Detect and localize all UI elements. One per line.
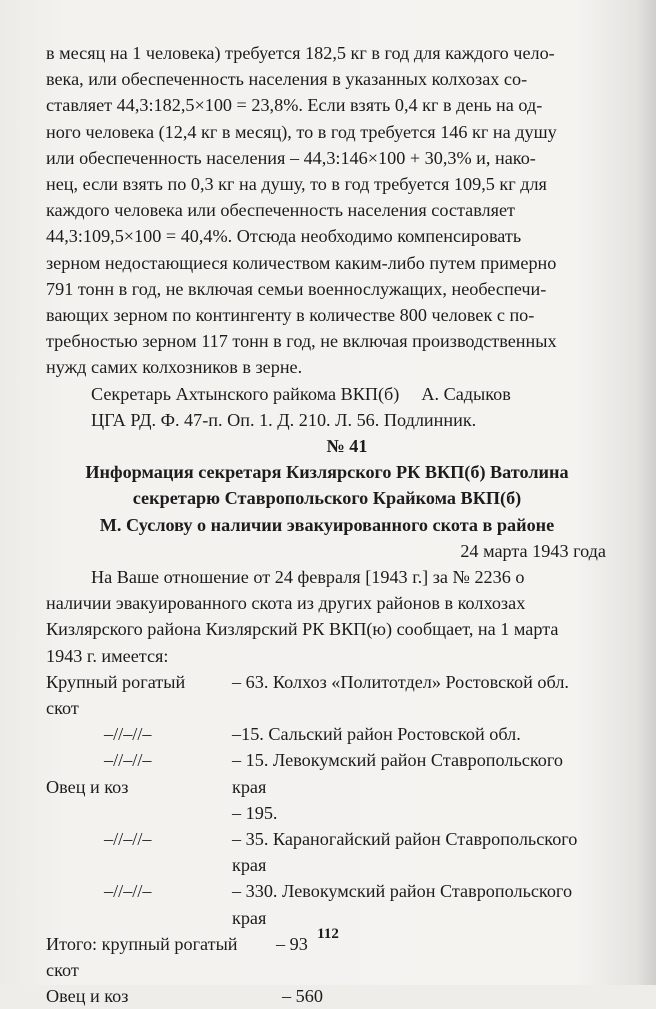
document-title (46, 459, 608, 538)
total-label: Итого: крупный рогатый (46, 933, 238, 954)
title-line: секретарю Ставропольского Крайкома ВКП(б) (132, 488, 522, 509)
table-row (46, 747, 608, 773)
total-label: скот (46, 959, 79, 980)
table-row (46, 826, 608, 852)
row-text: края (232, 907, 267, 928)
table-row (46, 878, 608, 904)
ditto-mark: –//–//– (104, 881, 152, 902)
page-number: 112 (317, 926, 339, 942)
total-value: – 93 (276, 933, 308, 954)
text-line: или обеспеченность населения – 44,3:146×100 + 30,3% и, нако- (46, 147, 536, 168)
text-line: нужд самих колхозников в зерне. (46, 357, 303, 378)
livestock-table (46, 669, 608, 931)
row-text: – 15. Левокумский район Ставропольского (232, 750, 563, 771)
total-row (46, 983, 608, 1009)
table-row (46, 721, 608, 747)
total-row (46, 957, 608, 983)
table-row (46, 774, 608, 800)
total-value: – 560 (282, 986, 323, 1007)
text-line: 44,3:109,5×100 = 40,4%. Отсюда необходимо компенсировать (46, 226, 522, 247)
text-line: в месяц на 1 человека) требуется 182,5 кг в год для каждого чело- (46, 43, 555, 63)
ditto-mark: –//–//– (104, 724, 152, 745)
table-row (46, 669, 608, 695)
row-text: – 195. (232, 802, 278, 823)
row-text: – 35. Караногайский район Ставропольского (232, 829, 578, 849)
text-line: На Ваше отношение от 24 февраля [1943 г.] за № 2236 о (91, 567, 525, 588)
text-line: требностью зерном 117 тонн в год, не включая производственных (46, 331, 557, 352)
row-label: Крупный рогатый (46, 671, 186, 692)
table-row (46, 800, 608, 826)
document-number: № 41 (326, 436, 368, 457)
text-line: ставляет 44,3:182,5×100 = 23,8%. Если взять 0,4 кг в день на од- (46, 95, 543, 116)
page-content (46, 40, 608, 1009)
title-line: М. Суслову о наличии эвакуированного скота в районе (99, 514, 555, 535)
title-line: Информация секретаря Кизлярского РК ВКП(б) Ватолина (85, 462, 569, 483)
text-line: нец, если взять по 0,3 кг на душу, то в год требуется 109,5 кг для (46, 174, 547, 195)
text-line: каждого человека или обеспеченность населения составляет (46, 200, 516, 221)
row-text: – 63. Колхоз «Политотдел» Ростовской обл. (232, 671, 569, 692)
text-line: века, или обеспеченность населения в указанных колхозах со- (46, 69, 528, 90)
text-line: 791 тонн в год, не включая семьи военнослужащих, необеспечи- (46, 278, 547, 299)
signature-position: Секретарь Ахтынского райкома ВКП(б) (91, 383, 400, 404)
total-label: Овец и коз (46, 986, 129, 1007)
row-text: – 330. Левокумский район Ставропольского (232, 881, 573, 902)
text-line: наличии эвакуированного скота из других районов в колхозах (46, 593, 526, 614)
text-line: ного человека (12,4 кг в месяц), то в год требуется 146 кг на душу (46, 121, 557, 142)
row-label: скот (46, 698, 79, 719)
text-line: вающих зерном по контингенту в количестве 800 человек с по- (46, 305, 535, 326)
table-row (46, 695, 608, 721)
document-body (46, 564, 608, 669)
archive-reference: ЦГА РД. Ф. 47-п. Оп. 1. Д. 210. Л. 56. Подлинник. (91, 409, 477, 430)
row-label: Овец и коз (46, 776, 129, 797)
row-text: края (232, 855, 267, 876)
signature-name: А. Садыков (421, 383, 511, 404)
document-date: 24 марта 1943 года (460, 540, 606, 561)
ditto-mark: –//–//– (104, 829, 152, 849)
text-line: зерном недостающиеся количеством каким-либо путем примерно (46, 252, 557, 273)
text-line: Кизлярского района Кизлярский РК ВКП(ю) сообщает, на 1 марта (46, 619, 559, 640)
text-line: 1943 г. имеется: (46, 645, 169, 666)
row-text: края (232, 776, 267, 797)
ditto-mark: –//–//– (104, 750, 152, 771)
intro-paragraph (46, 40, 608, 381)
signature-line (46, 381, 608, 407)
table-row (46, 852, 608, 878)
row-text: –15. Сальский район Ростовской обл. (232, 724, 521, 745)
